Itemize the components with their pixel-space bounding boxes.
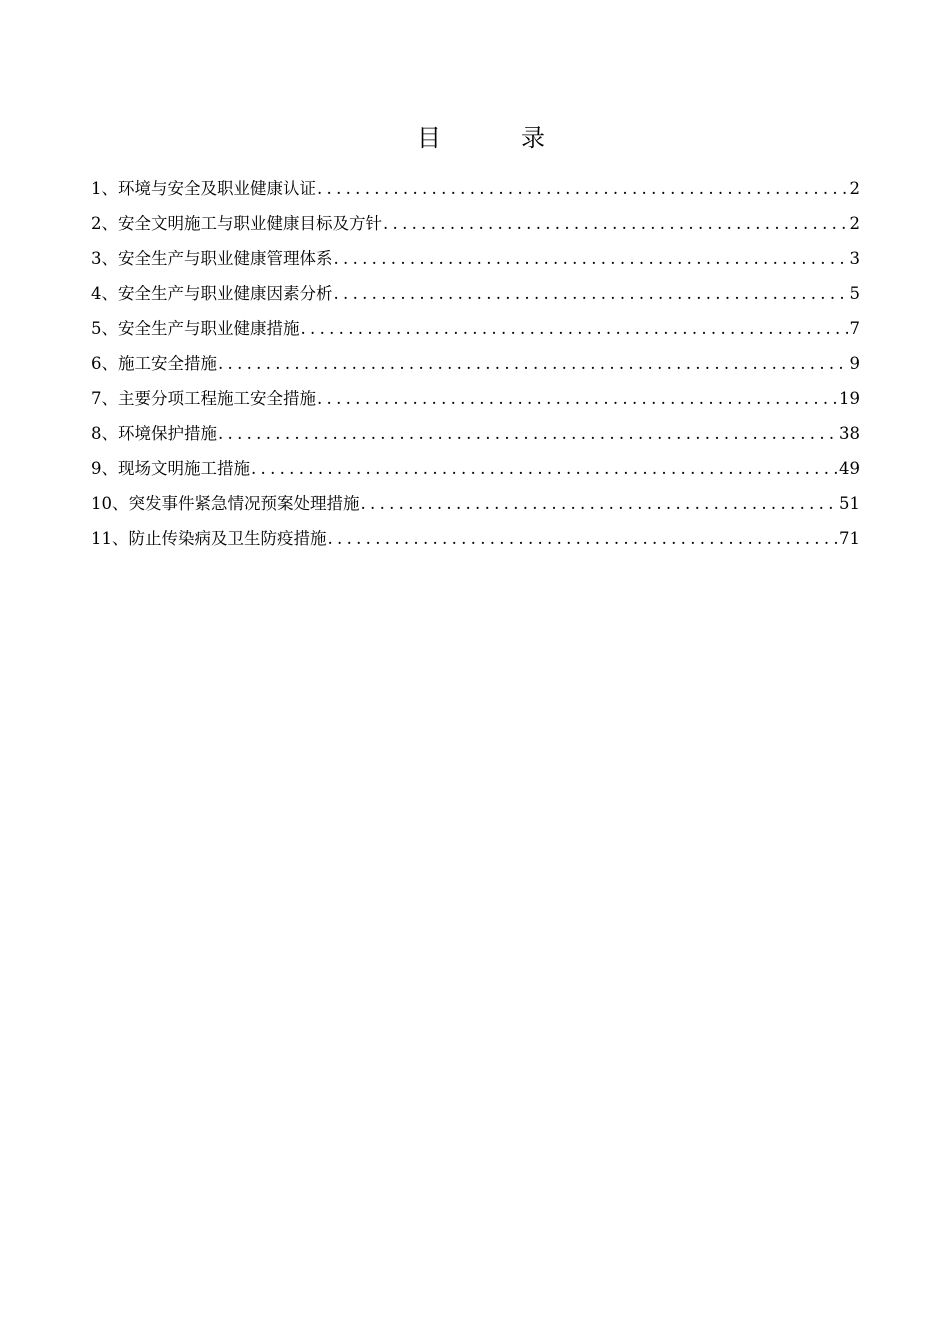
toc-entry[interactable] <box>91 381 860 416</box>
toc-entry-page-number: 49 <box>839 459 860 478</box>
toc-entry-label: 3、安全生产与职业健康管理体系 <box>91 249 333 268</box>
toc-entry-page-number: 2 <box>849 179 860 198</box>
toc-entry-page-number: 3 <box>849 249 860 268</box>
toc-entry[interactable] <box>91 451 860 486</box>
toc-dot-leader <box>218 346 848 381</box>
toc-entry-page-number: 38 <box>839 424 860 443</box>
toc-dot-leader <box>317 171 848 206</box>
toc-entry[interactable] <box>91 416 860 451</box>
toc-entry-label: 9、现场文明施工措施 <box>91 459 250 478</box>
toc-entry[interactable] <box>91 521 860 556</box>
toc-entry-label: 4、安全生产与职业健康因素分析 <box>91 284 333 303</box>
toc-dot-leader <box>328 521 838 556</box>
toc-dot-leader <box>334 241 848 276</box>
toc-dot-leader <box>218 416 837 451</box>
toc-entry-page-number: 71 <box>839 529 860 548</box>
toc-dot-leader <box>317 381 837 416</box>
toc-entry[interactable] <box>91 276 860 311</box>
toc-entry-page-number: 2 <box>849 214 860 233</box>
toc-dot-leader <box>301 311 848 346</box>
toc-entry[interactable] <box>91 171 860 206</box>
toc-entry-page-number: 5 <box>849 284 860 303</box>
toc-entry-label: 6、施工安全措施 <box>91 354 217 373</box>
toc-entry[interactable] <box>91 346 860 381</box>
toc-title: 目 录 <box>417 124 573 152</box>
toc-entry[interactable] <box>91 206 860 241</box>
toc-dot-leader <box>251 451 837 486</box>
toc-entry-label: 8、环境保护措施 <box>91 424 217 443</box>
toc-dot-leader <box>383 206 848 241</box>
toc-entry[interactable] <box>91 486 860 521</box>
toc-entry-label: 7、主要分项工程施工安全措施 <box>91 389 316 408</box>
toc-entry-page-number: 9 <box>849 354 860 373</box>
toc-entry-label: 5、安全生产与职业健康措施 <box>91 319 300 338</box>
table-of-contents <box>91 171 860 556</box>
toc-entry[interactable] <box>91 241 860 276</box>
toc-dot-leader <box>361 486 838 521</box>
toc-entry-label: 2、安全文明施工与职业健康目标及方针 <box>91 214 382 233</box>
toc-dot-leader <box>334 276 848 311</box>
toc-entry[interactable] <box>91 311 860 346</box>
toc-entry-page-number: 51 <box>839 494 860 513</box>
toc-entry-label: 10、突发事件紧急情况预案处理措施 <box>91 494 360 513</box>
toc-entry-page-number: 19 <box>839 389 860 408</box>
toc-entry-label: 1、环境与安全及职业健康认证 <box>91 179 316 198</box>
toc-entry-label: 11、防止传染病及卫生防疫措施 <box>91 529 327 548</box>
toc-entry-page-number: 7 <box>849 319 860 338</box>
